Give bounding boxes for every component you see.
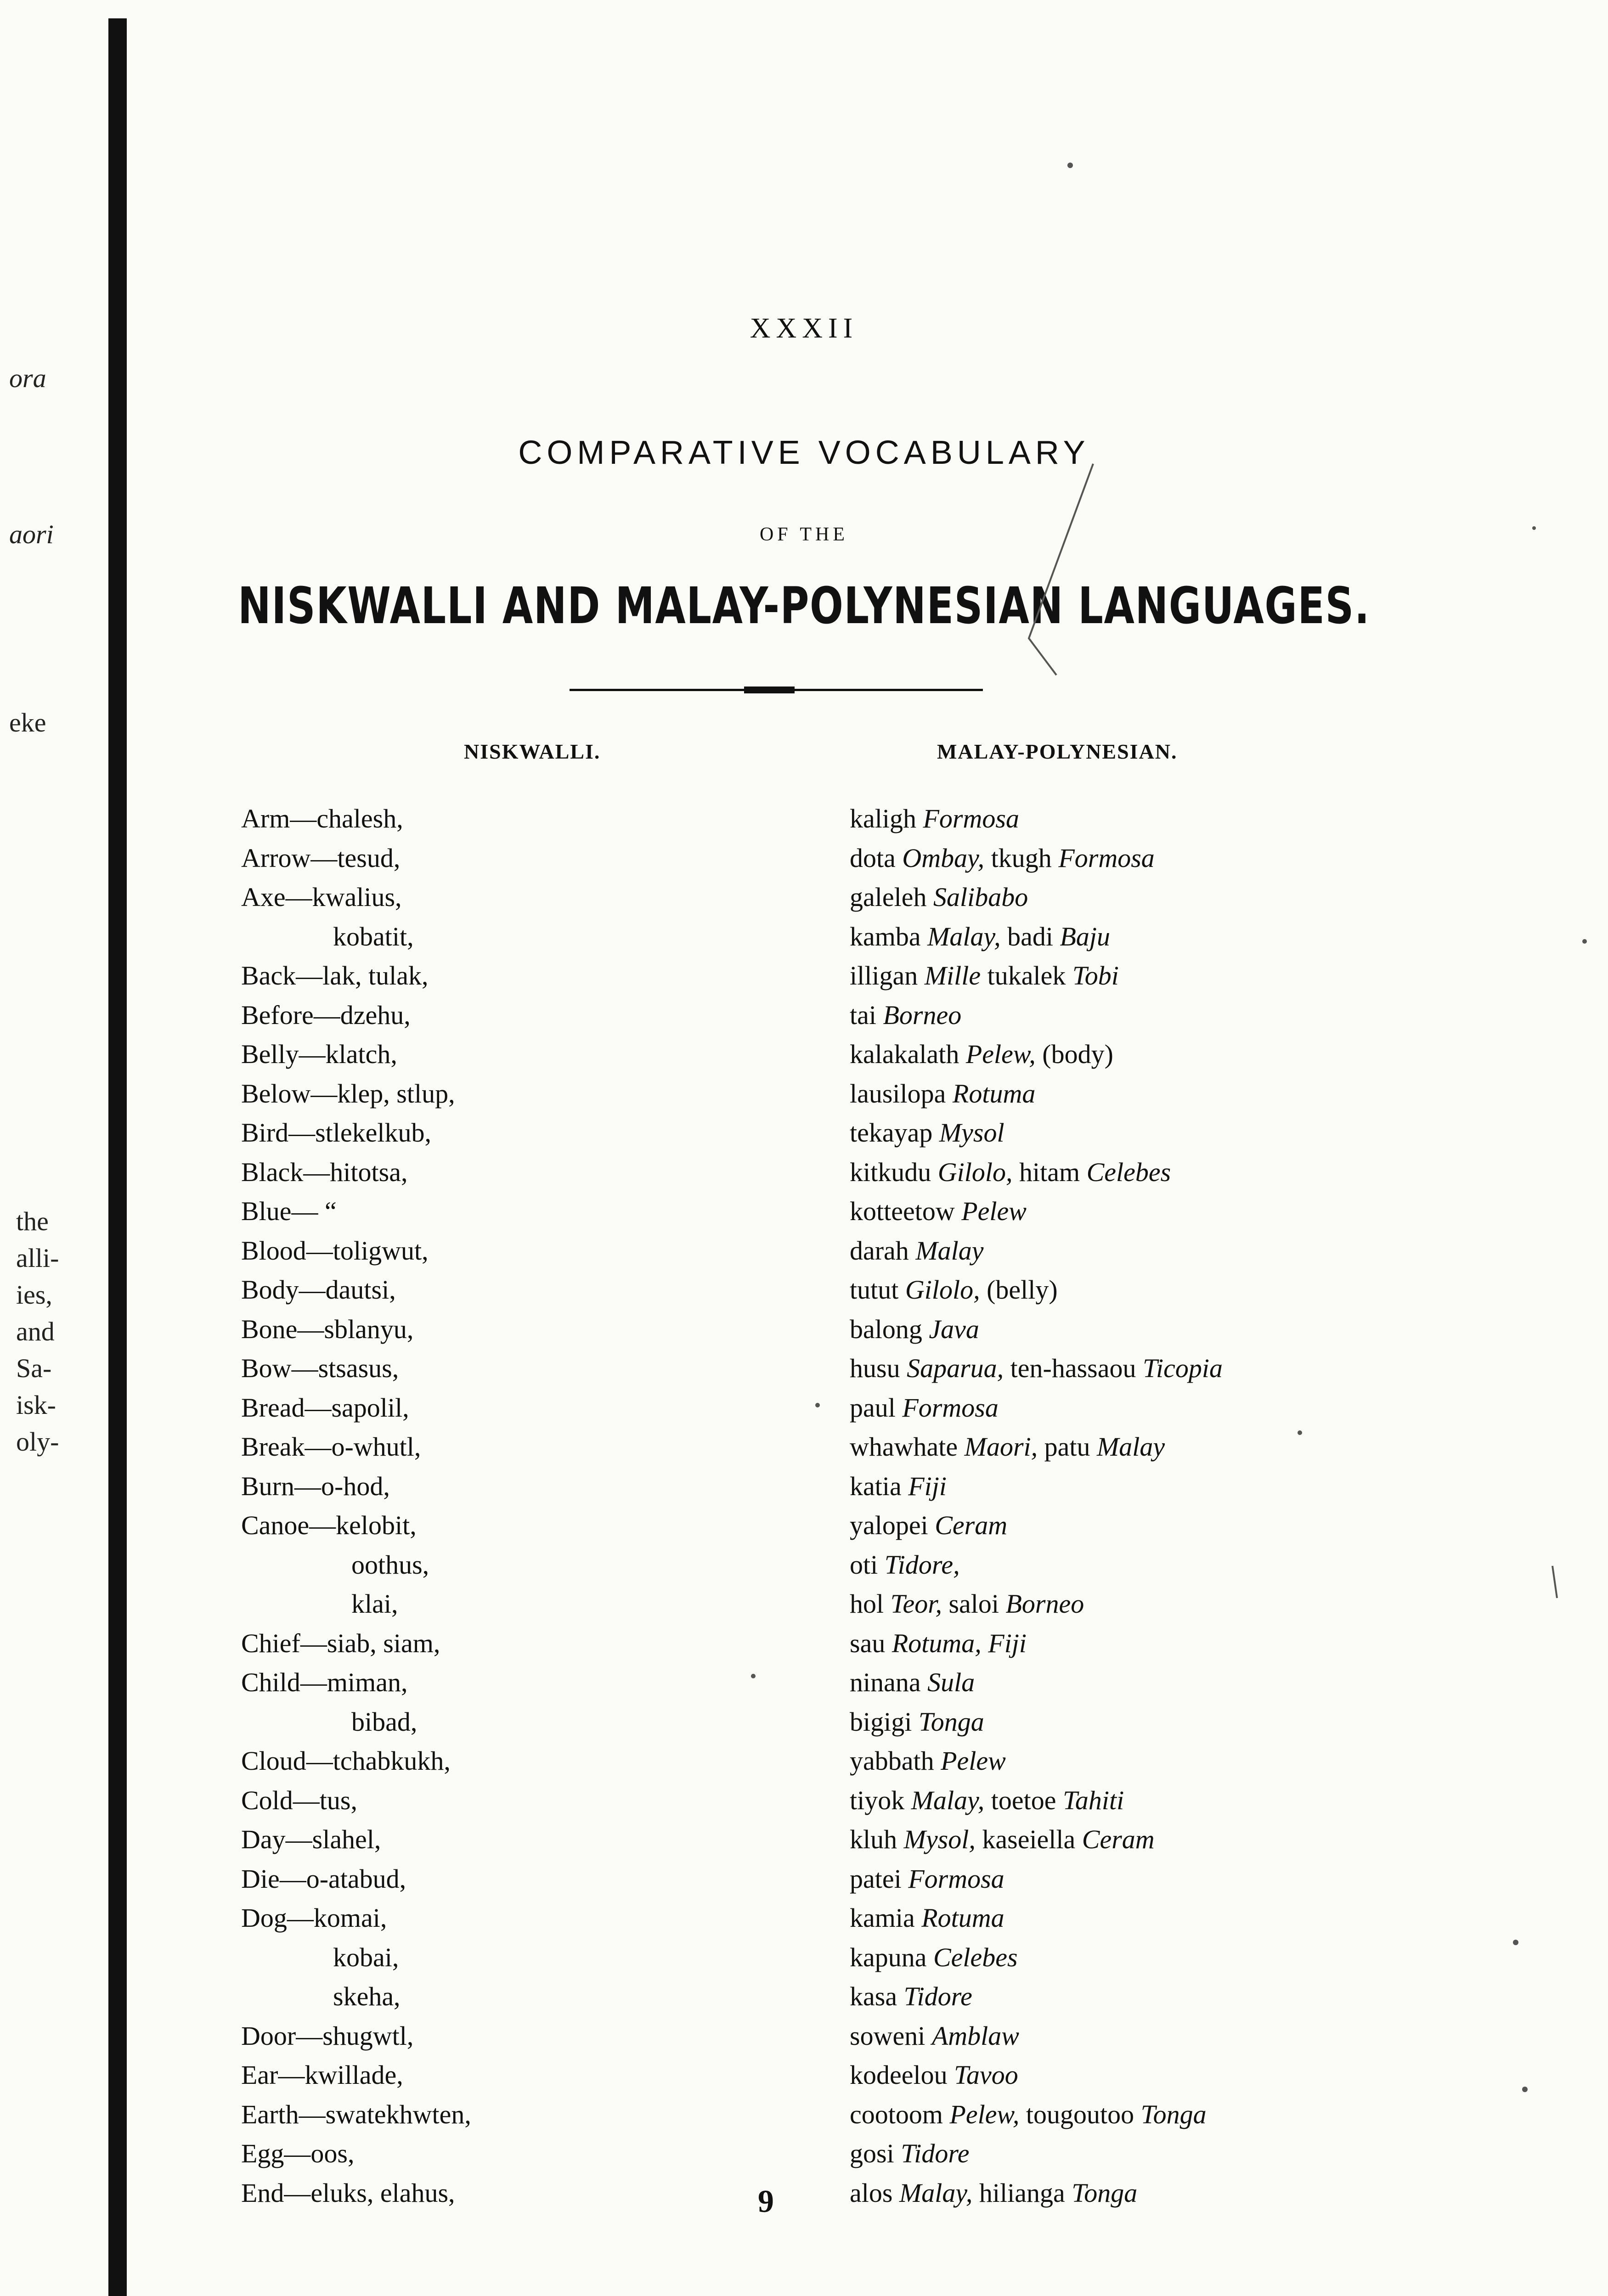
language-place-name: Tavoo [954,2060,1018,2090]
language-place-name: Rotuma [952,1078,1036,1109]
language-place-name: Teor, [890,1589,942,1619]
margin-fragment: eke [9,708,46,737]
word-text: alos [850,2178,899,2208]
page-roman-numeral: XXXII [750,313,858,344]
niskwalli-entry: Cold—tus, [241,1785,357,1815]
word-text: saloi [942,1589,1006,1619]
margin-line: ies, [16,1280,52,1310]
language-place-name: Tonga [1140,2099,1207,2129]
language-place-name: Formosa [902,1392,999,1423]
word-text: yalopei [850,1510,935,1540]
niskwalli-entry: kobai, [333,1942,399,1972]
language-place-name: Tahiti [1062,1785,1124,1815]
word-text: tutut [850,1275,905,1305]
margin-line: the [16,1206,49,1236]
word-text: bigigi [850,1706,919,1737]
language-place-name: Gilolo, [905,1275,980,1305]
word-text: (belly) [980,1275,1058,1305]
niskwalli-entry: klai, [351,1589,398,1619]
niskwalli-entry: Black—hitotsa, [241,1157,408,1187]
niskwalli-entry: Burn—o-hod, [241,1471,390,1501]
page-title: COMPARATIVE VOCABULARY [518,434,1090,471]
niskwalli-entry: Body—dautsi, [241,1275,396,1305]
title-connector: OF THE [759,524,849,545]
language-place-name: Java [929,1314,979,1344]
niskwalli-entry: Cloud—tchabkukh, [241,1746,451,1776]
language-place-name: Pelew, [965,1039,1036,1069]
language-place-name: Formosa [923,804,1019,833]
column-heading-malay-polynesian: MALAY-POLYNESIAN. [937,740,1178,763]
word-text: tiyok [850,1785,911,1815]
language-place-name: Formosa [908,1863,1004,1894]
language-place-name: Celebes [1086,1157,1171,1187]
niskwalli-entry: Blood—toligwut, [241,1235,429,1266]
word-text: tougoutoo [1019,2099,1141,2129]
language-place-name: Gilolo, [937,1157,1013,1187]
word-text: paul [850,1392,903,1423]
niskwalli-entry: Before—dzehu, [241,1000,411,1030]
language-place-name: Malay [1096,1432,1165,1462]
niskwalli-entry: Canoe—kelobit, [241,1510,417,1540]
word-text: soweni [850,2020,932,2051]
word-text: katia [850,1471,908,1501]
word-text: husu [850,1353,907,1383]
word-text: kaseiella [975,1824,1082,1854]
niskwalli-entry: Ear—kwillade, [241,2060,403,2090]
word-text: cootoom [850,2099,950,2129]
language-place-name: Tidore, [884,1549,960,1580]
niskwalli-entry: Arm—chalesh, [241,804,403,833]
column-heading-niskwalli: NISKWALLI. [464,740,601,763]
language-place-name: Malay, [927,921,1001,951]
word-text: toetoe [984,1785,1063,1815]
word-text: kamba [850,921,928,951]
word-text: hilianga [972,2178,1072,2208]
word-text: badi [1000,921,1060,951]
language-place-name: Rotuma [921,1903,1004,1933]
word-text: hitam [1012,1157,1087,1187]
niskwalli-entry: Bird—stlekelkub, [241,1118,432,1148]
language-place-name: Pelew [941,1746,1006,1776]
niskwalli-entry: Child—miman, [241,1667,408,1697]
niskwalli-entry: Chief—siab, siam, [241,1628,440,1658]
word-text: kapuna [850,1942,933,1972]
language-place-name: Rotuma, [891,1628,982,1658]
word-text: balong [850,1314,929,1344]
word-text: tekayap [850,1118,939,1148]
niskwalli-entry: bibad, [351,1706,418,1737]
word-text: ninana [850,1667,928,1697]
language-place-name: Borneo [1005,1589,1084,1619]
language-place-name: Ceram [935,1510,1008,1540]
language-place-name: Malay [915,1235,984,1266]
language-place-name: Celebes [933,1942,1018,1972]
word-text: kotteetow [850,1196,962,1226]
language-place-name: Tonga [918,1706,984,1737]
language-place-name: Tidore [903,1981,972,2011]
word-text: kodeelou [850,2060,954,2090]
word-text: kasa [850,1981,904,2011]
word-text: kamia [850,1903,922,1933]
niskwalli-entry: Die—o-atabud, [241,1863,406,1894]
niskwalli-entry: Earth—swatekhwten, [241,2099,471,2129]
niskwalli-entry: skeha, [333,1981,401,2011]
language-place-name: Salibabo [933,882,1028,912]
word-text: hol [850,1589,891,1619]
page-subtitle: NISKWALLI AND MALAY-POLYNESIAN LANGUAGES. [237,576,1371,635]
language-place-name: Formosa [1058,843,1155,873]
margin-line: and [16,1317,55,1346]
niskwalli-entry: Below—klep, stlup, [241,1078,455,1109]
language-place-name: Tobi [1072,961,1119,990]
language-place-name: Fiji [908,1471,947,1501]
word-text: patei [850,1863,908,1894]
niskwalli-entry: oothus, [351,1549,429,1580]
niskwalli-entry: End—eluks, elahus, [241,2178,455,2208]
niskwalli-entry: Axe—kwalius, [241,882,402,912]
page-number: 9 [758,2184,774,2219]
niskwalli-entry: Back—lak, tulak, [241,961,429,990]
word-text: sau [850,1628,892,1658]
language-place-name: Mille [924,961,981,990]
word-text: kitkudu [850,1157,938,1187]
word-text: whawhate [850,1432,965,1462]
niskwalli-entry: Day—slahel, [241,1824,381,1854]
niskwalli-entry: Door—shugwtl, [241,2020,414,2051]
language-place-name: Amblaw [931,2020,1019,2051]
niskwalli-entry: kobatit, [333,921,414,951]
language-place-name: Baju [1060,921,1110,951]
language-place-name: Ticopia [1142,1353,1223,1383]
margin-line: isk- [16,1390,56,1420]
margin-fragment: ora [9,363,46,393]
word-text: dota [850,843,903,873]
margin-line: oly- [16,1427,59,1457]
word-text: (body) [1035,1039,1113,1069]
word-text: kluh [850,1824,904,1854]
language-place-name: Malay, [899,2178,973,2208]
language-place-name: Fiji [988,1628,1027,1658]
niskwalli-entry: Bone—sblanyu, [241,1314,414,1344]
niskwalli-entry: Belly—klatch, [241,1039,397,1069]
language-place-name: Malay, [911,1785,985,1815]
niskwalli-entry: Dog—komai, [241,1903,387,1933]
margin-fragment: aori [9,519,54,549]
language-place-name: Pelew, [949,2099,1020,2129]
language-place-name: Saparua, [907,1353,1004,1383]
word-text: yabbath [850,1746,941,1776]
margin-line: Sa- [16,1353,52,1383]
niskwalli-entry: Blue— “ [241,1196,337,1226]
word-text: tai [850,1000,883,1030]
word-text: tukalek [981,961,1072,990]
language-place-name: Maori, [964,1432,1038,1462]
word-text: galeleh [850,882,933,912]
niskwalli-entry: Bow—stsasus, [241,1353,399,1383]
language-place-name: Mysol, [903,1824,976,1854]
language-place-name: Mysol [939,1118,1004,1148]
word-text: kalakalath [850,1039,966,1069]
language-place-name: Pelew [961,1196,1027,1226]
word-text: kaligh [850,804,923,833]
word-text: ten-hassaou [1004,1353,1143,1383]
word-text: patu [1038,1432,1097,1462]
niskwalli-entry: Egg—oos, [241,2138,355,2168]
language-place-name: Borneo [883,1000,962,1030]
word-text: darah [850,1235,916,1266]
language-place-name: Ombay, [902,843,985,873]
language-place-name: Tonga [1072,2178,1138,2208]
niskwalli-entry: Arrow—tesud, [241,843,401,873]
language-place-name: Tidore [901,2138,970,2168]
word-text: tkugh [984,843,1059,873]
language-place-name: Sula [927,1667,975,1697]
word-text: oti [850,1549,885,1580]
margin-line: alli- [16,1243,59,1273]
word-text: gosi [850,2138,901,2168]
language-place-name: Ceram [1082,1824,1155,1854]
word-text: lausilopa [850,1078,953,1109]
niskwalli-entry: Bread—sapolil, [241,1392,409,1423]
niskwalli-entry: Break—o-whutl, [241,1432,421,1462]
word-text: illigan [850,961,925,990]
